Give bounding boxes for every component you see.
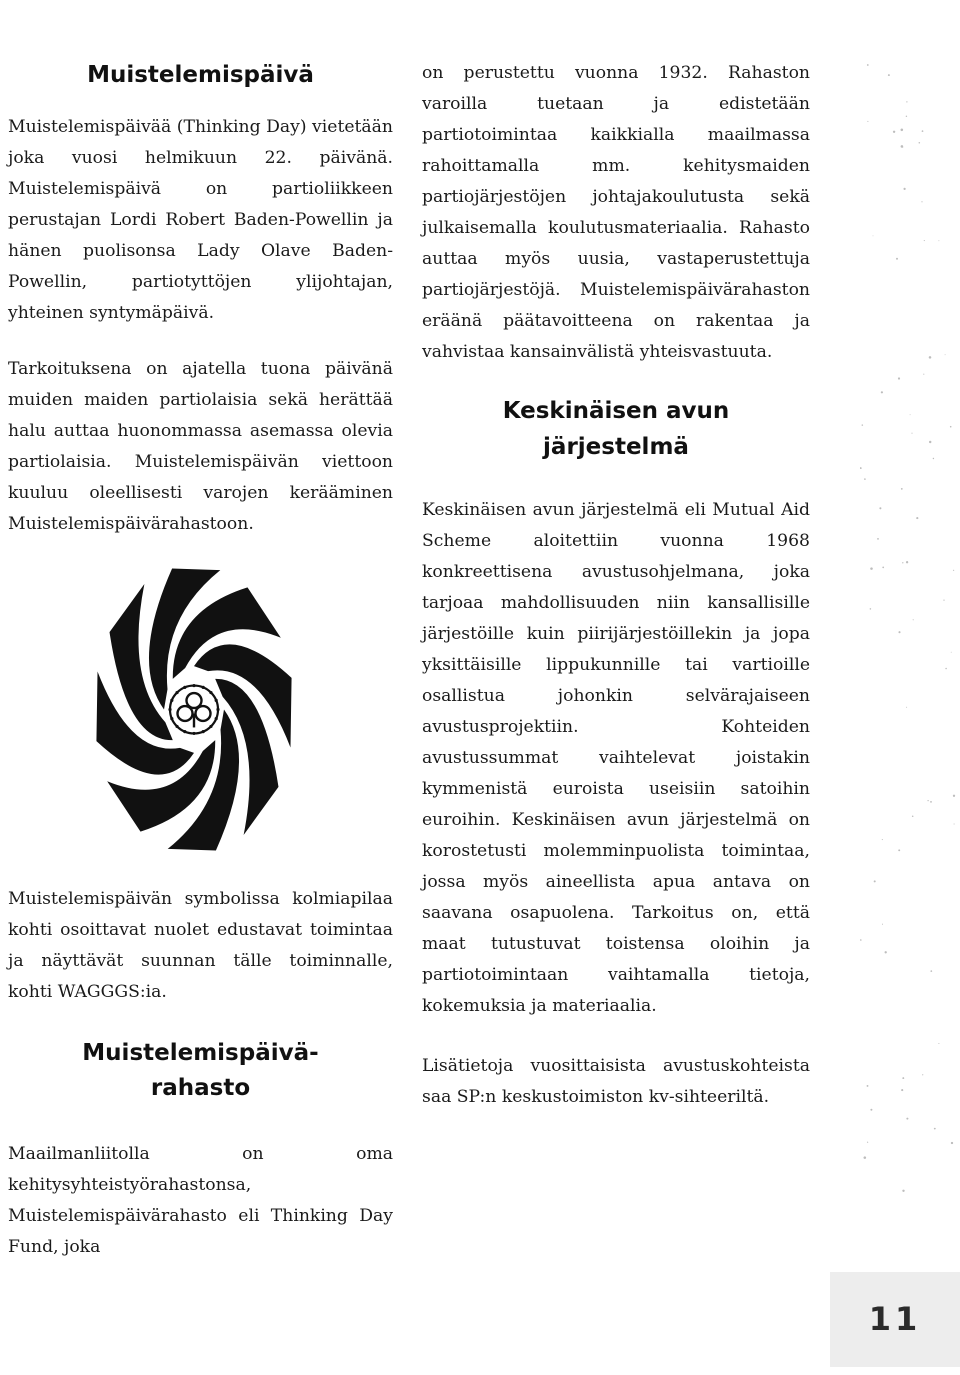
right-column bbox=[422, 0, 810, 1113]
scan-speck bbox=[877, 538, 879, 540]
scan-speck bbox=[953, 795, 955, 797]
scan-speck bbox=[906, 707, 907, 708]
scan-speck bbox=[929, 441, 931, 443]
scan-speck bbox=[901, 129, 904, 132]
scan-speck bbox=[933, 458, 934, 459]
heading-rahasto-line1: Muistelemispäivä- bbox=[82, 1040, 319, 1066]
ring-dot bbox=[170, 717, 173, 720]
scan-speck bbox=[919, 142, 921, 144]
scan-speck bbox=[950, 426, 952, 428]
heading-muistelemispaiva: Muistelemispäivä bbox=[87, 62, 314, 88]
ring-dot bbox=[202, 686, 205, 689]
scan-speck bbox=[902, 1077, 904, 1079]
ring-dot bbox=[175, 725, 178, 728]
left-column bbox=[8, 0, 393, 1263]
page-number-box bbox=[830, 1272, 960, 1367]
scan-speck bbox=[901, 1089, 903, 1091]
ring-dot bbox=[192, 684, 195, 687]
scan-speck bbox=[930, 970, 932, 972]
paragraph-thinking-day-purpose: Tarkoituksena on ajatella tuona päivänä muiden maiden partiolaisia sekä herättää halu auttaa huonommassa asemassa olevia partiolaisia. Muistelemispäivän viettoon kuuluu oleellisesti varojen kerääminen Muistelemispäivärahastoon. bbox=[8, 359, 393, 534]
thinking-day-swirl-trefoil-icon bbox=[88, 558, 300, 861]
paragraph-thinking-day-intro: Muistelemispäivää (Thinking Day) vietetään joka vuosi helmikuun 22. päivänä. Muistelemispäivä on partioliikkeen perustajan Lordi Robert Baden-Powellin ja hänen puolisonsa Lady Olave Baden-Powellin, partiotyttöjen ylijohtajan, yhteinen syntymäpäivä. bbox=[8, 117, 393, 323]
scan-speck bbox=[927, 800, 928, 801]
scan-speck bbox=[929, 356, 932, 359]
paragraph-fund-intro: Maailmanliitolla on oma kehitysyhteistyörahastonsa, Muistelemispäivärahasto eli Thinking Day Fund, joka bbox=[8, 1144, 393, 1257]
ring-dot bbox=[168, 708, 171, 711]
scan-speck bbox=[882, 567, 884, 569]
scan-speck bbox=[864, 1156, 867, 1159]
scan-speck bbox=[893, 131, 895, 133]
scan-speck bbox=[906, 1118, 908, 1120]
scan-speck bbox=[874, 880, 876, 882]
heading-keskinaisen-line1: Keskinäisen avun bbox=[502, 398, 730, 424]
scan-speck bbox=[901, 488, 903, 490]
heading-keskinaisen-avun-jarjestelma bbox=[422, 393, 810, 465]
scan-speck bbox=[870, 1109, 872, 1111]
paragraph-more-info: Lisätietoja vuosittaisista avustuskohteista saa SP:n keskustoimiston kv-sihteeriltä. bbox=[422, 1056, 810, 1107]
paragraph-mutual-aid-scheme: Keskinäisen avun järjestelmä eli Mutual Aid Scheme aloitettiin vuonna 1968 konkreettisena avustusohjelmana, joka tarjoaa mahdollisuuden niin kansallisille järjestöille kuin piirijärjestöillekin ja jopa yksittäisille lippukunnille tai vartioille osallistua johonkin selvärajaiseen avustusprojektiin. Kohteiden avustussummat vaihtelevat joistakin kymmenistä euroista useisiin satoihin euroihin. Keskinäisen avun järjestelmä on korostetusti molemminpuolista toimintaa, jossa myös aineellista apua antava on saavana osapuolena. Tarkoitus on, että maat tutustuvat toistensa oloihin ja partiotoimintaan vaihtamalla tietoja, kokemuksia ja materiaalia. bbox=[422, 500, 810, 1016]
scan-speck bbox=[885, 951, 887, 953]
scan-speck bbox=[911, 433, 912, 434]
scan-speck bbox=[881, 391, 883, 393]
scan-speck bbox=[882, 839, 883, 840]
scan-speck bbox=[930, 801, 932, 803]
scan-speck bbox=[862, 424, 863, 425]
scan-speck bbox=[870, 608, 872, 610]
scan-speck bbox=[867, 64, 869, 66]
scan-speck bbox=[951, 1142, 953, 1144]
scan-speck bbox=[867, 1142, 868, 1143]
scan-speck bbox=[864, 478, 866, 480]
scan-speck bbox=[938, 1043, 939, 1044]
ring-dot bbox=[209, 691, 212, 694]
scan-speck bbox=[906, 101, 907, 102]
scan-speck bbox=[951, 652, 952, 653]
scan-speck bbox=[882, 924, 883, 925]
scan-speck bbox=[912, 816, 914, 818]
scan-speck bbox=[860, 467, 862, 469]
scan-speck bbox=[902, 1190, 904, 1192]
heading-muistelemispaivarahasto bbox=[8, 1036, 393, 1106]
paragraph-fund-continued: on perustettu vuonna 1932. Rahaston varoilla tuetaan ja edistetään partiotoimintaa kaikkialla maailmassa rahoittamalla mm. kehitysmaiden partiojärjestöjen johtajakoulutusta sekä julkaisemalla koulutusmateriaalia. Rahasto auttaa myös uusia, vastaperustettuja partiojärjestöjä. Muistelemispäivärahaston eräänä päätavoitteena on rakentaa ja vahvistaa kansainvälistä yhteisvastuuta. bbox=[422, 63, 810, 362]
scan-speck bbox=[896, 258, 898, 260]
scan-speck bbox=[910, 414, 911, 415]
scan-speck bbox=[902, 562, 903, 563]
scan-speck bbox=[903, 188, 905, 190]
scan-speck bbox=[867, 121, 868, 122]
scan-noise-decoration bbox=[860, 40, 960, 1240]
scan-speck bbox=[860, 939, 862, 941]
scan-speck bbox=[901, 145, 904, 148]
scan-speck bbox=[945, 354, 946, 355]
emblem-container bbox=[8, 558, 393, 868]
scan-speck bbox=[922, 1074, 923, 1075]
ring-dot bbox=[209, 725, 212, 728]
ring-dot bbox=[192, 732, 195, 735]
scan-speck bbox=[898, 849, 900, 851]
scan-speck bbox=[888, 74, 890, 76]
scan-speck bbox=[938, 240, 939, 241]
scan-speck bbox=[906, 116, 907, 117]
ring-dot bbox=[215, 699, 218, 702]
scan-speck bbox=[953, 570, 954, 571]
scan-speck bbox=[921, 201, 922, 202]
scan-speck bbox=[879, 507, 881, 509]
scan-speck bbox=[906, 561, 908, 563]
scan-speck bbox=[898, 631, 900, 633]
heading-keskinaisen-line2: järjestelmä bbox=[543, 434, 689, 460]
scan-speck bbox=[870, 567, 873, 570]
ring-dot bbox=[170, 699, 173, 702]
scan-speck bbox=[867, 1085, 869, 1087]
paragraph-symbol-meaning: Muistelemispäivän symbolissa kolmiapilaa kohti osoittavat nuolet edustavat toimintaa ja näyttävät suunnan tälle toiminnalle, kohti WAGGGS:ia. bbox=[8, 889, 393, 1002]
scan-speck bbox=[943, 599, 944, 600]
ring-dot bbox=[175, 691, 178, 694]
scan-speck bbox=[916, 517, 918, 519]
scan-speck bbox=[923, 374, 924, 375]
scan-speck bbox=[873, 236, 874, 237]
scan-speck bbox=[924, 240, 925, 241]
scan-speck bbox=[922, 130, 924, 132]
ring-dot bbox=[183, 686, 186, 689]
page-number: 11 bbox=[868, 1300, 922, 1338]
scan-speck bbox=[913, 619, 914, 620]
ring-dot bbox=[202, 730, 205, 733]
ring-dot bbox=[216, 708, 219, 711]
ring-dot bbox=[183, 730, 186, 733]
scan-speck bbox=[898, 377, 900, 379]
ring-dot bbox=[215, 717, 218, 720]
scan-speck bbox=[945, 668, 947, 670]
scan-speck bbox=[954, 823, 955, 824]
heading-rahasto-line2: rahasto bbox=[150, 1075, 251, 1101]
scan-speck bbox=[934, 1128, 936, 1130]
